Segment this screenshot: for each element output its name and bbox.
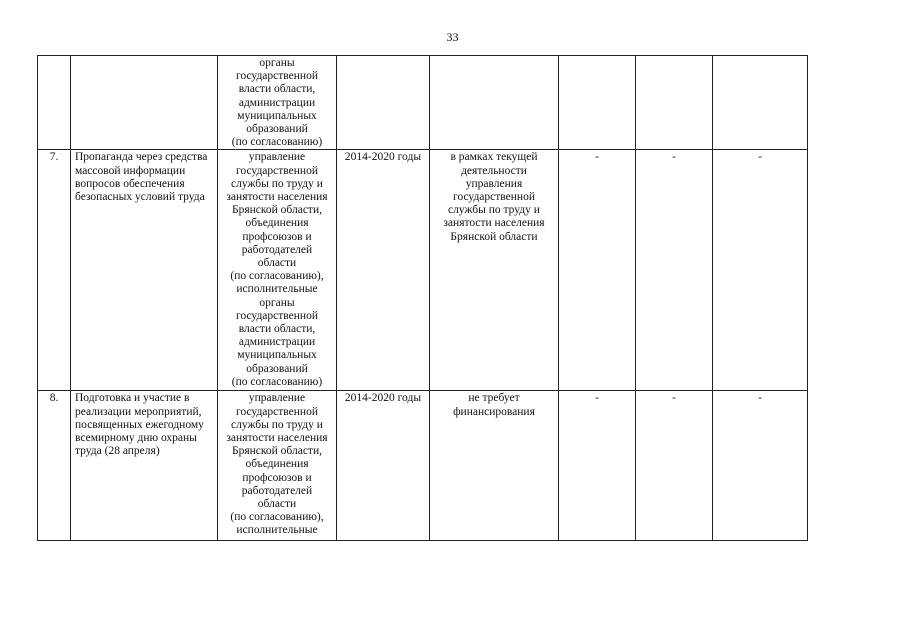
executors [218, 56, 337, 150]
page-number: 33 [446, 30, 459, 44]
executors [218, 391, 337, 541]
amount-cell: - [636, 150, 713, 391]
executor-line: исполнительные [236, 283, 318, 296]
row-number: 8. [38, 391, 71, 541]
executor-line: муниципальных [237, 349, 317, 362]
executor-line: (по согласованию) [231, 375, 323, 388]
executor-line: органы [259, 57, 295, 69]
executor-line: государственной [236, 164, 318, 177]
period [337, 56, 430, 150]
executor-line: исполнительные [236, 524, 318, 537]
table-row [38, 150, 808, 391]
executor-line: Брянской области, [231, 204, 322, 217]
executor-line: (по согласованию), [230, 511, 324, 524]
executor-line: области [257, 498, 297, 511]
row-number: 7. [38, 150, 71, 391]
executor-line: занятости населения [226, 191, 328, 204]
executor-line: управление [248, 392, 306, 405]
table-row [38, 391, 808, 541]
executors [218, 150, 337, 391]
executor-line: службы по труду и [231, 418, 323, 431]
measure-name [71, 56, 218, 150]
amount-cell [559, 56, 636, 150]
executor-line: работодателей [241, 243, 313, 256]
amount-cell: - [559, 391, 636, 541]
executor-line: службы по труду и [231, 177, 323, 190]
executor-line: области [257, 257, 297, 270]
amount-cell: - [713, 150, 808, 391]
executor-line: занятости населения [226, 432, 328, 445]
measure-name: Подготовка и участие в реализации мероприятий, посвященных ежегодному всемирному дню охраны труда (28 апреля) [71, 391, 218, 541]
executor-line: власти области, [238, 323, 316, 336]
executor-line: государственной [236, 70, 318, 83]
executor-line: органы [259, 296, 295, 309]
amount-cell: - [713, 391, 808, 541]
period: 2014-2020 годы [337, 391, 430, 541]
executor-line: профсоюзов и [242, 230, 312, 243]
table-row [38, 56, 808, 150]
executor-line: администрации [238, 96, 316, 109]
executor-line: администрации [238, 336, 316, 349]
amount-cell [713, 56, 808, 150]
executor-line: Брянской области, [231, 445, 322, 458]
executor-line: государственной [236, 309, 318, 322]
executor-line: работодателей [241, 484, 313, 497]
executor-line: государственной [236, 405, 318, 418]
financing-source: не требует финансирования [430, 391, 559, 541]
executor-line: образований [246, 123, 308, 136]
executor-line: управление [248, 151, 306, 164]
period: 2014-2020 годы [337, 150, 430, 391]
executor-line: объединения [245, 458, 309, 471]
executor-line: объединения [245, 217, 309, 230]
measure-name: Пропаганда через средства массовой информации вопросов обеспечения безопасных условий труда [71, 150, 218, 391]
amount-cell: - [559, 150, 636, 391]
executor-line: профсоюзов и [242, 471, 312, 484]
executor-line: власти области, [238, 83, 316, 96]
row-number [38, 56, 71, 150]
amount-cell: - [636, 391, 713, 541]
executor-line: (по согласованию), [230, 270, 324, 283]
amount-cell [636, 56, 713, 150]
financing-source: в рамках текущей деятельности управления государственной службы по труду и занятости населения Брянской области [430, 150, 559, 391]
executor-line: (по согласованию) [231, 136, 323, 149]
measures-table [37, 55, 808, 541]
financing-source [430, 56, 559, 150]
executor-line: образований [246, 362, 308, 375]
executor-line: муниципальных [237, 109, 317, 122]
